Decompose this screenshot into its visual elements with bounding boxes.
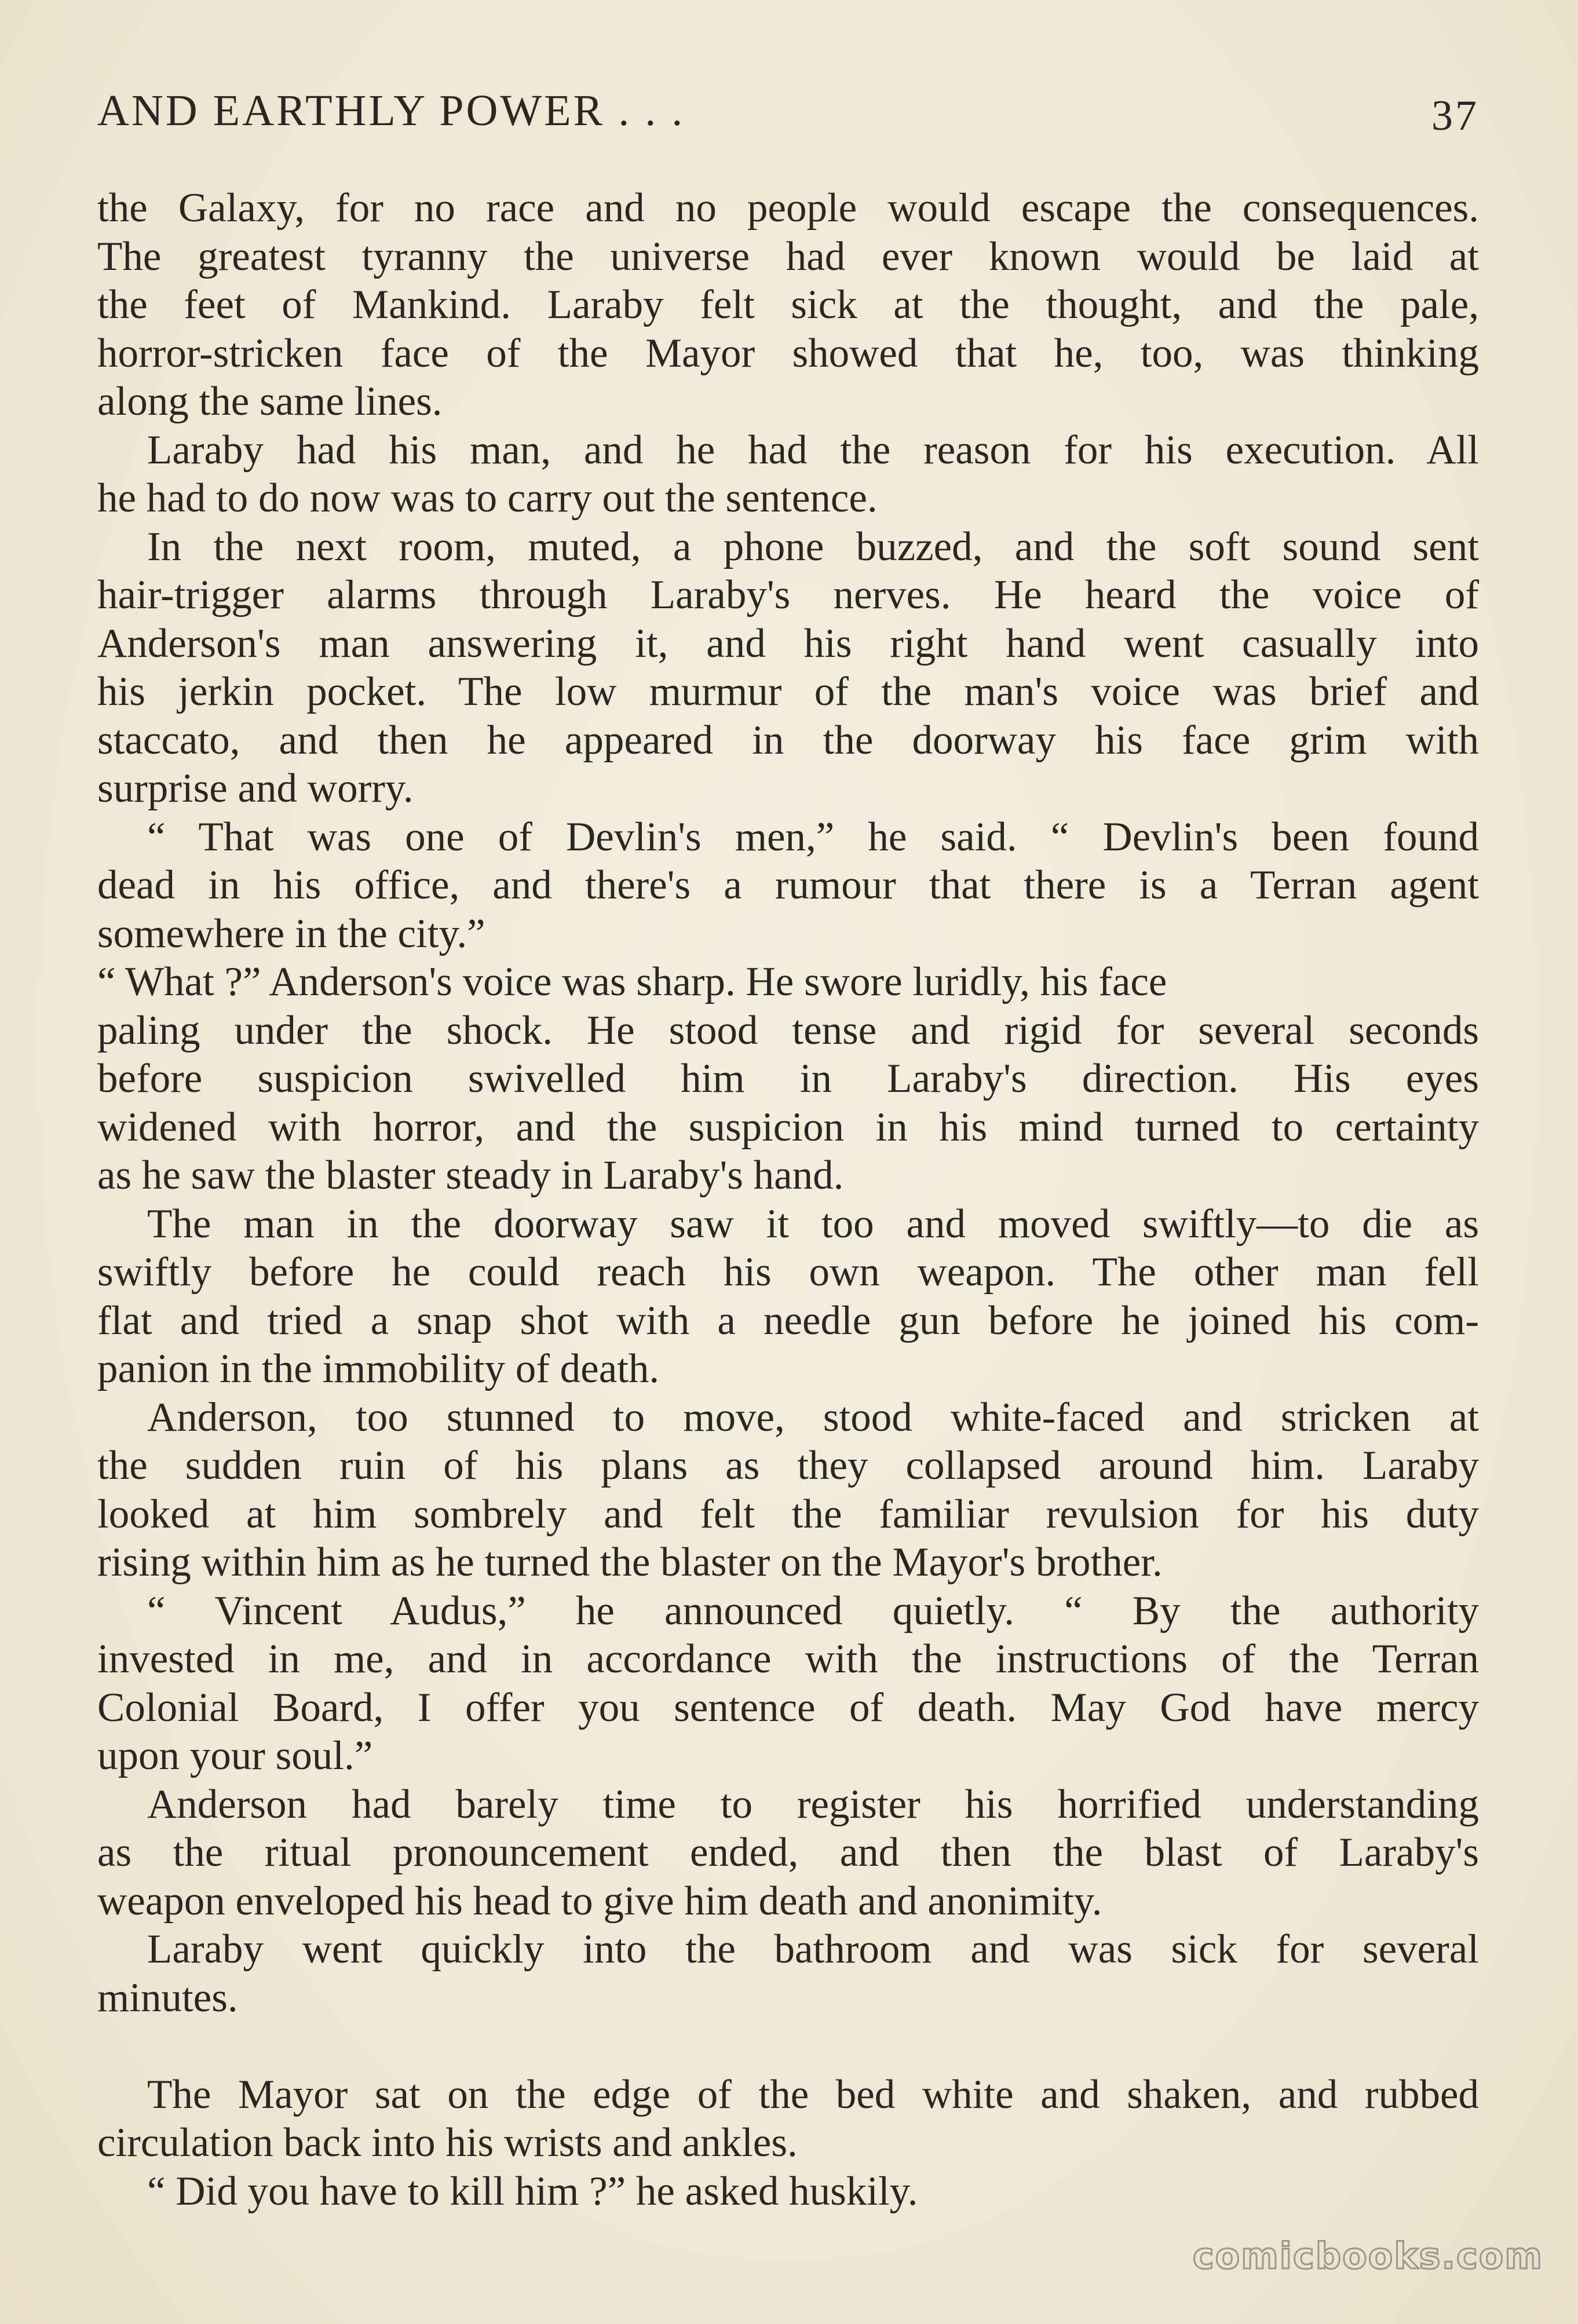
- text-line: minutes.: [97, 1975, 238, 2020]
- text-line: hair-trigger alarms through Laraby's nerves. He heard the voice of: [97, 572, 1479, 617]
- text-line: “ Vincent Audus,” he announced quietly. “ By the authority: [147, 1588, 1479, 1634]
- text-line: Colonial Board, I offer you sentence of death. May God have mercy: [97, 1684, 1479, 1730]
- text-line: he had to do now was to carry out the sentence.: [97, 476, 878, 521]
- running-title: AND EARTHLY POWER . . .: [97, 86, 685, 135]
- text-line: circulation back into his wrists and ankles.: [97, 2120, 798, 2165]
- text-line: upon your soul.”: [97, 1733, 373, 1778]
- text-line: Anderson had barely time to register his horrified understanding: [147, 1781, 1479, 1827]
- text-line: as he saw the blaster steady in Laraby's hand.: [97, 1153, 844, 1198]
- section-break: [97, 2022, 1479, 2071]
- running-header: [97, 86, 1479, 144]
- text-line: “ That was one of Devlin's men,” he said. “ Devlin's been found: [147, 814, 1479, 860]
- text-line: staccato, and then he appeared in the doorway his face grim with: [97, 717, 1479, 763]
- text-line: the feet of Mankind. Laraby felt sick at the thought, and the pale,: [97, 282, 1479, 327]
- text-line: before suspicion swivelled him in Laraby's direction. His eyes: [97, 1056, 1479, 1101]
- text-line: In the next room, muted, a phone buzzed, and the soft sound sent: [147, 524, 1479, 569]
- text-line: his jerkin pocket. The low murmur of the man's voice was brief and: [97, 669, 1479, 714]
- text-line: rising within him as he turned the blaster on the Mayor's brother.: [97, 1540, 1163, 1585]
- text-line: Laraby went quickly into the bathroom and was sick for several: [147, 1927, 1479, 1972]
- text-line: The Mayor sat on the edge of the bed white and shaken, and rubbed: [147, 2071, 1479, 2117]
- page-number: 37: [1431, 92, 1479, 140]
- text-line: horror-stricken face of the Mayor showed that he, too, was thinking: [97, 330, 1479, 376]
- text-line: dead in his office, and there's a rumour that there is a Terran agent: [97, 863, 1479, 908]
- text-line: surprise and worry.: [97, 766, 414, 811]
- text-line: as the ritual pronouncement ended, and then the blast of Laraby's: [97, 1830, 1479, 1875]
- text-line: invested in me, and in accordance with the instructions of the Terran: [97, 1636, 1479, 1682]
- text-line: the Galaxy, for no race and no people would escape the consequences.: [97, 185, 1479, 231]
- text-line: “ What ?” Anderson's voice was sharp. He swore luridly, his face: [97, 959, 1167, 1004]
- text-line: paling under the shock. He stood tense and rigid for several seconds: [97, 1007, 1479, 1053]
- text-line: “ Did you have to kill him ?” he asked huskily.: [147, 2168, 918, 2214]
- text-line: panion in the immobility of death.: [97, 1346, 660, 1391]
- text-line: looked at him sombrely and felt the familiar revulsion for his duty: [97, 1491, 1479, 1537]
- text-line: Laraby had his man, and he had the reason for his execution. All: [147, 427, 1479, 473]
- text-line: widened with horror, and the suspicion in his mind turned to certainty: [97, 1104, 1479, 1150]
- text-line: weapon enveloped his head to give him death and anonimity.: [97, 1878, 1102, 1924]
- body-text: [97, 184, 1479, 2216]
- text-line: Anderson's man answering it, and his right hand went casually into: [97, 620, 1479, 666]
- watermark-text: comicbooks.com: [1192, 2235, 1543, 2277]
- text-line: The man in the doorway saw it too and moved swiftly—to die as: [147, 1201, 1479, 1247]
- text-line: swiftly before he could reach his own weapon. The other man fell: [97, 1249, 1479, 1295]
- text-line: along the same lines.: [97, 379, 443, 424]
- text-line: somewhere in the city.”: [97, 911, 485, 956]
- text-line: The greatest tyranny the universe had ever known would be laid at: [97, 233, 1479, 279]
- text-line: the sudden ruin of his plans as they collapsed around him. Laraby: [97, 1443, 1479, 1488]
- text-line: flat and tried a snap shot with a needle gun before he joined his com-: [97, 1298, 1479, 1343]
- text-line: Anderson, too stunned to move, stood white-faced and stricken at: [147, 1394, 1479, 1440]
